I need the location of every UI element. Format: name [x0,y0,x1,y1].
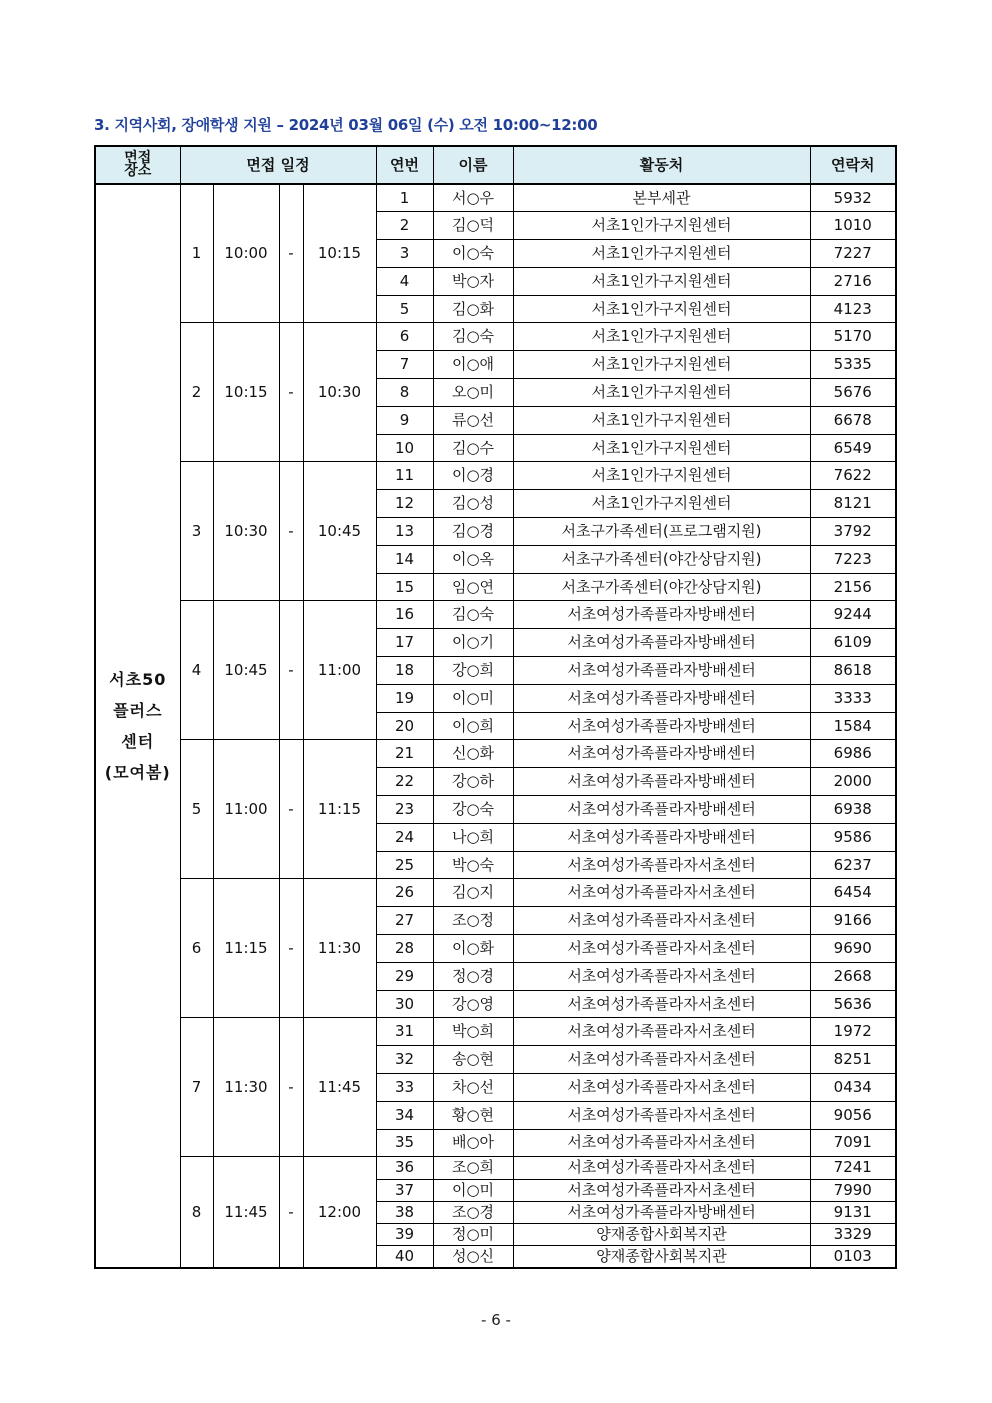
cell-contact: 9131 [810,1201,896,1223]
cell-seq: 10 [376,434,433,462]
cell-org: 서초여성가족플라자서초센터 [513,990,810,1018]
cell-org: 서초여성가족플라자방배센터 [513,684,810,712]
cell-name: 김○숙 [433,601,513,629]
cell-name: 김○화 [433,295,513,323]
cell-name: 신○화 [433,740,513,768]
cell-org: 서초여성가족플라자방배센터 [513,768,810,796]
header-venue-line1: 면접 [124,150,152,166]
header-venue [95,146,180,184]
cell-seq: 12 [376,490,433,518]
slot-end-time: 11:45 [303,1018,376,1157]
table-row [95,740,896,768]
slot-start-time: 11:45 [213,1157,279,1268]
cell-contact: 2716 [810,267,896,295]
cell-contact: 7223 [810,545,896,573]
cell-seq: 9 [376,406,433,434]
cell-name: 이○옥 [433,545,513,573]
slot-end-time: 11:00 [303,601,376,740]
cell-seq: 31 [376,1018,433,1046]
slot-end-time: 10:45 [303,462,376,601]
slot-start-time: 11:00 [213,740,279,879]
cell-contact: 9586 [810,823,896,851]
cell-name: 이○경 [433,462,513,490]
cell-contact: 1010 [810,212,896,240]
cell-seq: 18 [376,657,433,685]
cell-org: 서초여성가족플라자서초센터 [513,851,810,879]
cell-contact: 8251 [810,1046,896,1074]
slot-number: 1 [180,184,213,323]
cell-seq: 7 [376,351,433,379]
cell-name: 이○미 [433,684,513,712]
cell-org: 서초1인가구지원센터 [513,434,810,462]
cell-seq: 37 [376,1179,433,1201]
cell-seq: 32 [376,1046,433,1074]
cell-name: 이○미 [433,1179,513,1201]
cell-org: 서초여성가족플라자서초센터 [513,1074,810,1102]
cell-contact: 2156 [810,573,896,601]
page-number: - 6 - [481,1311,511,1329]
header-row [95,146,896,184]
cell-contact: 8121 [810,490,896,518]
cell-seq: 33 [376,1074,433,1102]
slot-start-time: 11:15 [213,879,279,1018]
cell-contact: 6986 [810,740,896,768]
cell-name: 정○경 [433,962,513,990]
cell-org: 본부세관 [513,184,810,212]
slot-number: 4 [180,601,213,740]
cell-name: 류○선 [433,406,513,434]
cell-contact: 9166 [810,907,896,935]
cell-name: 김○덕 [433,212,513,240]
header-seq: 연번 [376,146,433,184]
cell-org: 서초여성가족플라자서초센터 [513,1101,810,1129]
cell-seq: 11 [376,462,433,490]
section-title: 3. 지역사회, 장애학생 지원 – 2024년 03월 06일 (수) 오전 10:00~12:00 [94,116,598,134]
cell-seq: 21 [376,740,433,768]
slot-start-time: 10:45 [213,601,279,740]
cell-seq: 25 [376,851,433,879]
cell-name: 성○신 [433,1246,513,1268]
cell-seq: 36 [376,1157,433,1179]
cell-org: 서초구가족센터(프로그램지원) [513,518,810,546]
interview-schedule-table [94,145,897,1269]
slot-number: 7 [180,1018,213,1157]
cell-name: 정○미 [433,1223,513,1245]
cell-org: 서초구가족센터(야간상담지원) [513,545,810,573]
table-row [95,1157,896,1179]
cell-seq: 24 [376,823,433,851]
cell-contact: 7990 [810,1179,896,1201]
cell-name: 이○화 [433,935,513,963]
cell-org: 서초여성가족플라자서초센터 [513,1018,810,1046]
cell-name: 강○희 [433,657,513,685]
cell-name: 나○희 [433,823,513,851]
header-name: 이름 [433,146,513,184]
cell-org: 서초1인가구지원센터 [513,462,810,490]
cell-contact: 0434 [810,1074,896,1102]
cell-name: 김○숙 [433,323,513,351]
cell-name: 김○지 [433,879,513,907]
cell-seq: 23 [376,796,433,824]
cell-org: 서초여성가족플라자서초센터 [513,879,810,907]
cell-name: 조○경 [433,1201,513,1223]
cell-seq: 6 [376,323,433,351]
cell-org: 서초여성가족플라자방배센터 [513,740,810,768]
cell-name: 임○연 [433,573,513,601]
cell-contact: 6109 [810,629,896,657]
cell-name: 박○희 [433,1018,513,1046]
cell-org: 서초1인가구지원센터 [513,240,810,268]
cell-org: 서초여성가족플라자서초센터 [513,1129,810,1157]
cell-contact: 6938 [810,796,896,824]
cell-org: 서초여성가족플라자서초센터 [513,962,810,990]
cell-name: 송○현 [433,1046,513,1074]
cell-org: 서초여성가족플라자방배센터 [513,796,810,824]
cell-org: 서초1인가구지원센터 [513,212,810,240]
cell-name: 이○희 [433,712,513,740]
cell-contact: 1584 [810,712,896,740]
slot-dash: - [279,462,303,601]
cell-contact: 5170 [810,323,896,351]
slot-number: 2 [180,323,213,462]
cell-name: 조○정 [433,907,513,935]
cell-name: 오○미 [433,379,513,407]
cell-org: 서초여성가족플라자방배센터 [513,823,810,851]
cell-name: 박○숙 [433,851,513,879]
cell-name: 황○현 [433,1101,513,1129]
slot-end-time: 10:30 [303,323,376,462]
cell-name: 강○영 [433,990,513,1018]
cell-org: 서초1인가구지원센터 [513,323,810,351]
cell-seq: 38 [376,1201,433,1223]
cell-seq: 1 [376,184,433,212]
cell-seq: 27 [376,907,433,935]
cell-name: 김○성 [433,490,513,518]
cell-seq: 4 [376,267,433,295]
cell-seq: 28 [376,935,433,963]
header-contact: 연락처 [810,146,896,184]
venue-cell [95,184,180,1268]
cell-seq: 26 [376,879,433,907]
cell-name: 강○숙 [433,796,513,824]
slot-end-time: 12:00 [303,1157,376,1268]
cell-seq: 5 [376,295,433,323]
cell-contact: 4123 [810,295,896,323]
table-row [95,462,896,490]
slot-start-time: 11:30 [213,1018,279,1157]
cell-seq: 19 [376,684,433,712]
cell-seq: 30 [376,990,433,1018]
cell-name: 서○우 [433,184,513,212]
cell-name: 강○하 [433,768,513,796]
cell-name: 조○희 [433,1157,513,1179]
table-row [95,1018,896,1046]
cell-seq: 39 [376,1223,433,1245]
slot-end-time: 10:15 [303,184,376,323]
cell-contact: 2000 [810,768,896,796]
cell-org: 서초1인가구지원센터 [513,406,810,434]
cell-seq: 8 [376,379,433,407]
cell-name: 이○애 [433,351,513,379]
cell-contact: 2668 [810,962,896,990]
slot-dash: - [279,740,303,879]
cell-org: 서초1인가구지원센터 [513,351,810,379]
cell-contact: 3792 [810,518,896,546]
table-row [95,879,896,907]
cell-contact: 1972 [810,1018,896,1046]
cell-contact: 7227 [810,240,896,268]
venue-line2: 플러스 [113,700,163,720]
cell-name: 김○수 [433,434,513,462]
cell-name: 배○아 [433,1129,513,1157]
cell-org: 양재종합사회복지관 [513,1246,810,1268]
cell-seq: 15 [376,573,433,601]
slot-dash: - [279,184,303,323]
slot-end-time: 11:30 [303,879,376,1018]
cell-seq: 35 [376,1129,433,1157]
cell-contact: 7241 [810,1157,896,1179]
slot-number: 6 [180,879,213,1018]
venue-line3: 센터 [121,731,155,751]
cell-seq: 13 [376,518,433,546]
slot-number: 3 [180,462,213,601]
cell-org: 서초여성가족플라자방배센터 [513,1201,810,1223]
cell-org: 서초여성가족플라자서초센터 [513,907,810,935]
cell-contact: 0103 [810,1246,896,1268]
cell-contact: 5636 [810,990,896,1018]
cell-contact: 9244 [810,601,896,629]
cell-contact: 7622 [810,462,896,490]
cell-org: 서초구가족센터(야간상담지원) [513,573,810,601]
cell-org: 서초여성가족플라자방배센터 [513,601,810,629]
cell-name: 김○경 [433,518,513,546]
cell-org: 서초1인가구지원센터 [513,490,810,518]
cell-contact: 6549 [810,434,896,462]
slot-number: 5 [180,740,213,879]
cell-org: 서초여성가족플라자서초센터 [513,935,810,963]
table-row [95,323,896,351]
cell-contact: 9690 [810,935,896,963]
cell-name: 차○선 [433,1074,513,1102]
cell-org: 서초여성가족플라자방배센터 [513,657,810,685]
header-schedule: 면접 일정 [180,146,376,184]
cell-org: 서초1인가구지원센터 [513,295,810,323]
slot-dash: - [279,601,303,740]
cell-org: 서초1인가구지원센터 [513,379,810,407]
cell-seq: 3 [376,240,433,268]
cell-org: 서초여성가족플라자서초센터 [513,1046,810,1074]
cell-seq: 40 [376,1246,433,1268]
cell-contact: 6237 [810,851,896,879]
cell-contact: 9056 [810,1101,896,1129]
cell-seq: 14 [376,545,433,573]
cell-seq: 22 [376,768,433,796]
cell-seq: 16 [376,601,433,629]
table-row [95,184,896,212]
table-row [95,601,896,629]
cell-contact: 3333 [810,684,896,712]
cell-org: 서초여성가족플라자서초센터 [513,1157,810,1179]
cell-name: 이○숙 [433,240,513,268]
cell-org: 양재종합사회복지관 [513,1223,810,1245]
cell-seq: 17 [376,629,433,657]
cell-org: 서초여성가족플라자방배센터 [513,712,810,740]
cell-contact: 8618 [810,657,896,685]
cell-contact: 6678 [810,406,896,434]
cell-org: 서초여성가족플라자서초센터 [513,1179,810,1201]
venue-line4: (모여봄) [104,762,171,782]
cell-org: 서초여성가족플라자방배센터 [513,629,810,657]
cell-org: 서초1인가구지원센터 [513,267,810,295]
cell-name: 이○기 [433,629,513,657]
cell-contact: 5335 [810,351,896,379]
cell-seq: 29 [376,962,433,990]
venue-line1: 서초50 [109,669,167,689]
slot-start-time: 10:00 [213,184,279,323]
cell-seq: 34 [376,1101,433,1129]
slot-dash: - [279,879,303,1018]
cell-contact: 5676 [810,379,896,407]
slot-dash: - [279,1157,303,1268]
slot-start-time: 10:30 [213,462,279,601]
slot-start-time: 10:15 [213,323,279,462]
cell-contact: 5932 [810,184,896,212]
slot-dash: - [279,1018,303,1157]
cell-seq: 2 [376,212,433,240]
slot-number: 8 [180,1157,213,1268]
slot-end-time: 11:15 [303,740,376,879]
cell-name: 박○자 [433,267,513,295]
cell-seq: 20 [376,712,433,740]
slot-dash: - [279,323,303,462]
header-venue-line2: 장소 [124,163,152,179]
cell-contact: 7091 [810,1129,896,1157]
cell-contact: 6454 [810,879,896,907]
header-org: 활동처 [513,146,810,184]
cell-contact: 3329 [810,1223,896,1245]
